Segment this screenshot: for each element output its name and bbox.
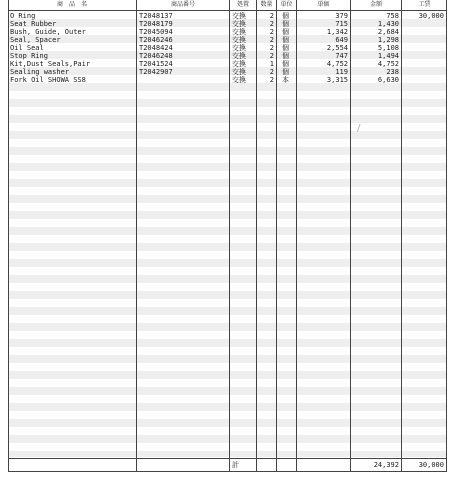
- cell-labor: [402, 60, 444, 68]
- table-row: [3, 44, 447, 52]
- cell-qty: 2: [269, 20, 274, 28]
- cell-amount: 6,630: [377, 76, 399, 84]
- table-row: [3, 60, 447, 68]
- cell-unit-price: 2,554: [326, 44, 348, 52]
- cell-unit-price: 715: [335, 20, 348, 28]
- cell-labor: [402, 20, 444, 28]
- cell-amount: 2,684: [377, 28, 399, 36]
- cell-qty: 2: [269, 36, 274, 44]
- cell-part-no: T2046248: [139, 52, 173, 60]
- cell-action: 交換: [232, 36, 246, 44]
- header-qty: 数量: [260, 1, 273, 8]
- totals-labor: 30,000: [418, 461, 444, 469]
- table-row: [3, 12, 447, 20]
- cell-name: Oil Seal: [10, 44, 44, 52]
- cell-part-no: T2042907: [139, 68, 173, 76]
- cell-action: 交換: [232, 68, 246, 76]
- cell-part-no: T2048424: [139, 44, 173, 52]
- table-row: [3, 20, 447, 28]
- cell-name: O Ring: [10, 12, 36, 20]
- cell-unit: 個: [282, 68, 289, 76]
- cell-qty: 2: [269, 52, 274, 60]
- cell-labor: [402, 36, 444, 44]
- cell-unit-price: 747: [335, 52, 348, 60]
- cell-name: Sealing washer: [10, 68, 70, 76]
- cell-unit: 個: [282, 12, 289, 20]
- cell-part-no: T2048179: [139, 20, 173, 28]
- cell-unit-price: 379: [335, 12, 348, 20]
- cell-action: 交換: [232, 28, 246, 36]
- cell-unit: 個: [282, 20, 289, 28]
- cell-amount: 5,108: [377, 44, 399, 52]
- cell-name: Kit,Dust Seals,Pair: [10, 60, 91, 68]
- cell-action: 交換: [232, 76, 246, 84]
- cell-part-no: T2045094: [139, 28, 173, 36]
- table-row: [3, 68, 447, 76]
- cell-labor: [402, 28, 444, 36]
- cell-unit-price: 4,752: [326, 60, 348, 68]
- header-name: 商 品 名: [56, 1, 87, 8]
- cell-qty: 1: [269, 60, 274, 68]
- cell-labor: [402, 52, 444, 60]
- cell-action: 交換: [232, 20, 246, 28]
- cell-unit: 個: [282, 44, 289, 52]
- cell-unit: 本: [282, 76, 289, 84]
- cell-unit-price: 649: [335, 36, 348, 44]
- cell-action: 交換: [232, 12, 246, 20]
- cell-qty: 2: [269, 44, 274, 52]
- cell-action: 交換: [232, 60, 246, 68]
- totals-top-rule: [8, 458, 447, 459]
- cell-unit-price: 3,315: [326, 76, 348, 84]
- cell-labor: [402, 76, 444, 84]
- table-row: [3, 36, 447, 44]
- table-row: [3, 52, 447, 60]
- totals-label: 計: [232, 461, 239, 469]
- totals-bottom-rule: [8, 471, 447, 472]
- header-rule: [8, 10, 447, 11]
- cell-qty: 2: [269, 76, 274, 84]
- header-amount: 金額: [369, 1, 382, 8]
- header-labor: 工賃: [418, 1, 431, 8]
- cell-unit: 個: [282, 52, 289, 60]
- cell-labor: [402, 44, 444, 52]
- cell-labor: 30,000: [418, 12, 444, 20]
- cell-unit-price: 119: [335, 68, 348, 76]
- cell-amount: 758: [386, 12, 399, 20]
- cell-qty: 2: [269, 28, 274, 36]
- cell-name: Seal, Spacer: [10, 36, 61, 44]
- cell-name: Bush, Guide, Outer: [10, 28, 86, 36]
- cell-action: 交換: [232, 52, 246, 60]
- cell-unit: 個: [282, 60, 289, 68]
- cell-amount: 1,494: [377, 52, 399, 60]
- cell-qty: 2: [269, 12, 274, 20]
- table-row: [3, 28, 447, 36]
- cell-part-no: T2048137: [139, 12, 173, 20]
- cell-amount: 4,752: [377, 60, 399, 68]
- cell-action: 交換: [232, 44, 246, 52]
- parts-invoice-table: [3, 0, 447, 477]
- cell-name: Fork Oil SHOWA SS8: [10, 76, 86, 84]
- header-action: 処置: [236, 1, 249, 8]
- cell-unit: 個: [282, 36, 289, 44]
- cell-name: Seat Rubber: [10, 20, 57, 28]
- cell-unit: 個: [282, 28, 289, 36]
- header-part-no: 商品番号: [170, 1, 195, 8]
- cell-amount: 1,430: [377, 20, 399, 28]
- cell-qty: 2: [269, 68, 274, 76]
- cell-part-no: [139, 76, 227, 84]
- cell-part-no: T2041524: [139, 60, 173, 68]
- cell-name: Stop Ring: [10, 52, 48, 60]
- cell-part-no: T2046246: [139, 36, 173, 44]
- table-row: [3, 76, 447, 84]
- cell-labor: [402, 68, 444, 76]
- cell-amount: 1,298: [377, 36, 399, 44]
- cell-amount: 238: [386, 68, 399, 76]
- header-unit: 単位: [280, 1, 293, 8]
- totals-amount: 24,392: [373, 461, 399, 469]
- header-unit-price: 単価: [317, 1, 330, 8]
- cell-unit-price: 1,342: [326, 28, 348, 36]
